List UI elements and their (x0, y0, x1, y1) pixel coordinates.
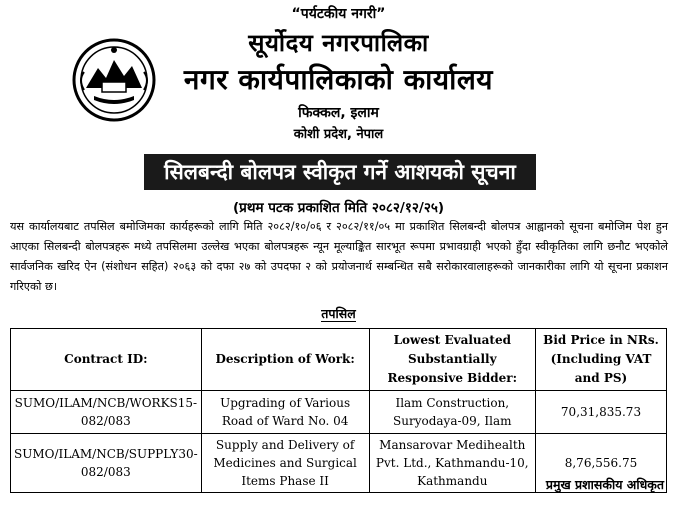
signatory: प्रमुख प्रशासकीय अधिकृत (545, 477, 664, 492)
office-name: नगर कार्यपालिकाको कार्यालय (183, 63, 494, 96)
notice-title: सिलबन्दी बोलपत्र स्वीकृत गर्ने आशयको सूचना (144, 154, 536, 190)
cell-description: Upgrading of Various Road of Ward No. 04 (201, 391, 369, 434)
header-bid-price: Bid Price in NRs. (Including VAT and PS) (536, 329, 667, 391)
cell-description: Supply and Delivery of Medicines and Surgical Items Phase II (201, 434, 369, 493)
cell-bidder: Mansarovar Medihealth Pvt. Ltd., Kathmandu-10, Kathmandu (369, 434, 535, 493)
cell-contract-id: SUMO/ILAM/NCB/WORKS15-082/083 (11, 391, 202, 434)
address-line-1: फिक्कल, इलाम (298, 105, 379, 121)
header-description: Description of Work: (201, 329, 369, 391)
bid-table (10, 328, 667, 493)
municipality-name: सूर्योदय नगरपालिका (248, 29, 429, 57)
cell-price: 70,31,835.73 (536, 391, 667, 434)
table-title-text: तपसिल (321, 306, 356, 321)
table-header-row (11, 329, 667, 391)
header-contract-id: Contract ID: (11, 329, 202, 391)
slogan: “पर्यटकीय नगरी” (291, 6, 386, 22)
cell-contract-id: SUMO/ILAM/NCB/SUPPLY30-082/083 (11, 434, 202, 493)
address-line-2: कोशी प्रदेश, नेपाल (293, 127, 384, 142)
table-title (0, 305, 677, 322)
table-row (11, 391, 667, 434)
cell-price: 8,76,556.75 (536, 434, 667, 493)
notice-body: यस कार्यालयबाट तपसिल बमोजिमका कार्यहरूको लागि मिति २०८२/१०/०६ र २०८२/११/०५ मा प्रकाशित सिलबन्दी बोलपत्र आह्वानको सूचना बमोजिम पेश हुन आएका सिलबन्दी बोलपत्रहरू मध्ये तपसिलमा उल्लेख भएका बोलपत्रहरू न्यून मूल्याङ्कित सारभूत रूपमा प्रभावग्राही भएको हुँदा स्वीकृतिका लागि छनौट भएकोले सार्वजनिक खरिद ऐन (संशोधन सहित) २०६३ को दफा २७ को उपदफा २ को प्रयोजनार्थ सम्बन्धित सबै सरोकारवालाहरूको जानकारीका लागि यो सूचना प्रकाशन गरिएको छ। (10, 220, 668, 293)
cell-bidder: Ilam Construction, Suryodaya-09, Ilam (369, 391, 535, 434)
first-published-date: (प्रथम पटक प्रकाशित मिति २०८२/१२/२५) (232, 200, 445, 216)
header-bidder: Lowest Evaluated Substantially Responsive Bidder: (369, 329, 535, 391)
